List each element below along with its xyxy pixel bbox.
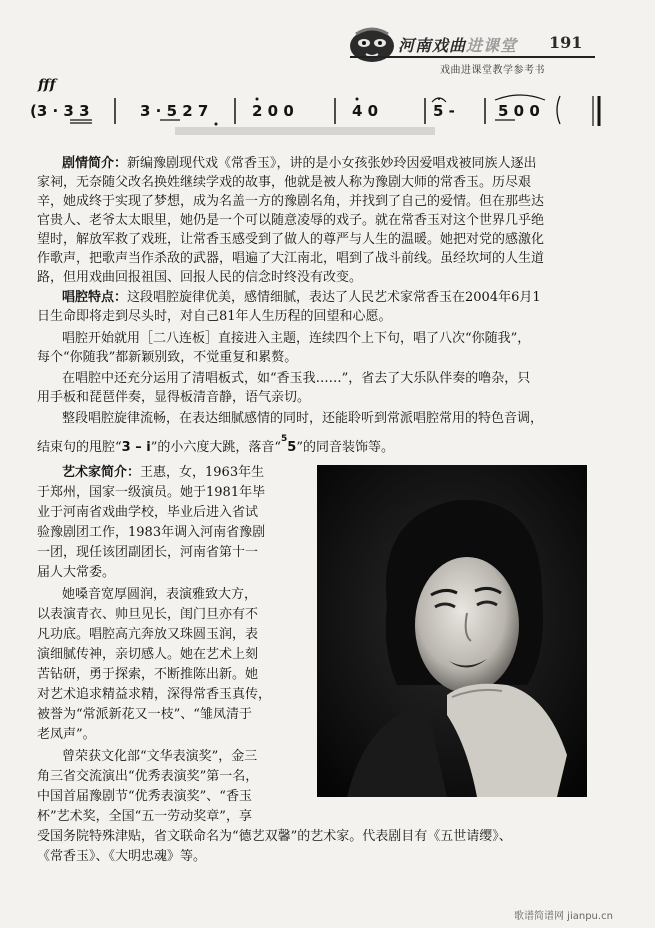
bleed-through-texture [175, 123, 435, 139]
opera-mask-logo-icon [346, 26, 398, 64]
aria-label: 唱腔特点： [62, 290, 128, 305]
para4-line-2: 用手板和琵琶伴奏，显得板清音静，语气亲切。 [37, 390, 311, 405]
grace-notation: 5 [281, 434, 288, 444]
voice-line-8: 老凤声”。 [37, 727, 96, 742]
bar-3: 2 0 0 [252, 102, 294, 120]
plot-line-7: 路，但用戏曲回报祖国、回报人民的信念时终没有改变。 [37, 270, 363, 285]
artist-label: 艺术家简介： [62, 465, 141, 480]
award-line-3: 中国首届豫剧节“优秀表演奖”、“香玉 [37, 789, 252, 804]
artist-line-3: 业于河南省戏曲学校，毕业后进入省试 [37, 505, 259, 520]
artist-line-6: 届人大常委。 [37, 565, 116, 580]
site-watermark: 歌谱简谱网 jianpu.cn [514, 911, 613, 922]
dynamic-marking: fff [38, 77, 56, 93]
plot-line-2: 家祠，无奈随父改名换姓继续学戏的故事，他就是被人称为豫剧大师的常香玉。历尽艰 [37, 175, 532, 190]
ornament-notation: 5 [287, 440, 297, 455]
bar-4: 4 0 [352, 102, 379, 120]
award-line-5: 受国务院特殊津贴，省文联命名为“德艺双馨”的艺术家。代表剧目有《五世请缨》、 [37, 829, 512, 844]
plot-line-4: 官贵人、老爷太太眼里，她仍是一个可以随意凌辱的戏子。就在常香玉对这个世界几乎绝 [37, 213, 545, 228]
award-line-6: 《常香玉》、《大明忠魂》等。 [37, 849, 207, 864]
voice-line-5: 苦钻研，勇于探索，不断推陈出新。她 [37, 667, 259, 682]
artist-line-5: 一团，现任该团副团长，河南省第十一 [37, 545, 259, 560]
plot-label: 剧情简介： [62, 156, 128, 171]
award-line-1: 曾荣获文化部“文华表演奖”，金三 [62, 749, 258, 764]
bar-6: 5 0 0 [498, 102, 540, 120]
award-line-4: 杯”艺术奖，全国“五一劳动奖章”，享 [37, 809, 252, 824]
voice-line-6: 对艺术追求精益求精，深得常香玉真传， [37, 687, 272, 702]
book-subtitle: 戏曲进课堂教学参考书 [440, 65, 545, 76]
bar-5: 5 - [433, 102, 455, 120]
award-line-2: 角三省交流演出“优秀表演奖”第一名， [37, 769, 259, 784]
voice-line-2: 以表演青衣、帅旦见长，闺门旦亦有不 [37, 607, 259, 622]
aria-line-2: 日生命即将走到尽头时，对自己81年人生历程的回望和心愿。 [37, 309, 392, 324]
header-rule [350, 56, 595, 58]
plot-line-6: 作歌声，把歌声当作杀敌的武器，唱遍了大江南北，唱到了战斗前线。虽经坎坷的人生道 [37, 251, 545, 266]
para5-line-2: 结束句的甩腔“3 – i”的小六度大跳，落音“$^5$5”的同音装饰等。 [37, 434, 394, 455]
artist-line-4: 验豫剧团工作，1983年调入河南省豫剧 [37, 525, 266, 540]
para5-line-1: 整段唱腔旋律流畅，在表达细腻感情的同时，还能聆听到常派唱腔常用的特色音调， [62, 411, 544, 426]
voice-line-3: 凡功底。唱腔高亢奔放又珠圆玉润，表 [37, 627, 259, 642]
plot-line-1: 剧情简介：新编豫剧现代戏《常香玉》，讲的是小女孩张妙玲因爱唱戏被同族人逐出 [62, 156, 537, 171]
interval-notation: 3 – i [121, 440, 151, 455]
artist-line-2: 于郑州，国家一级演员。她于1981年毕 [37, 485, 266, 500]
aria-line-1: 唱腔特点：这段唱腔旋律优美，感情细腻，表达了人民艺术家常香玉在2004年6月1 [62, 290, 541, 305]
artist-portrait-photo [317, 465, 587, 797]
voice-line-4: 演细腻传神，亲切感人。她在艺术上刻 [37, 647, 259, 662]
para4-line-1: 在唱腔中还充分运用了清唱板式，如“香玉我……”，省去了大乐队伴奏的噜杂，只 [62, 371, 531, 386]
plot-line-3: 辛，她成终于实现了梦想，成为名盖一方的豫剧名角，并找到了自己的爱情。但在那些达 [37, 194, 545, 209]
series-title: 河南戏曲进课堂 [398, 36, 518, 55]
para3-line-1: 唱腔开始就用［二八连板］直接进入主题，连续四个上下句，唱了八次“你随我”， [62, 331, 531, 346]
artist-line-1: 艺术家简介：王惠，女，1963年生 [62, 465, 265, 480]
bar-1: (3 · 3 3 [30, 102, 90, 120]
voice-line-7: 被誉为“常派新花又一枝”、“雏凤清于 [37, 707, 252, 722]
para3-line-2: 每个“你随我”都新颖别致，不觉重复和累赘。 [37, 350, 298, 365]
plot-line-5: 望时，解放军救了戏班，让常香玉感受到了做人的尊严与人生的温暖。她把对党的感激化 [37, 232, 545, 247]
bar-2: 3 · 5 2 7 [140, 102, 209, 120]
page-number: 191 [549, 33, 583, 52]
voice-line-1: 她嗓音宽厚圆润，表演雅致大方， [62, 587, 258, 602]
